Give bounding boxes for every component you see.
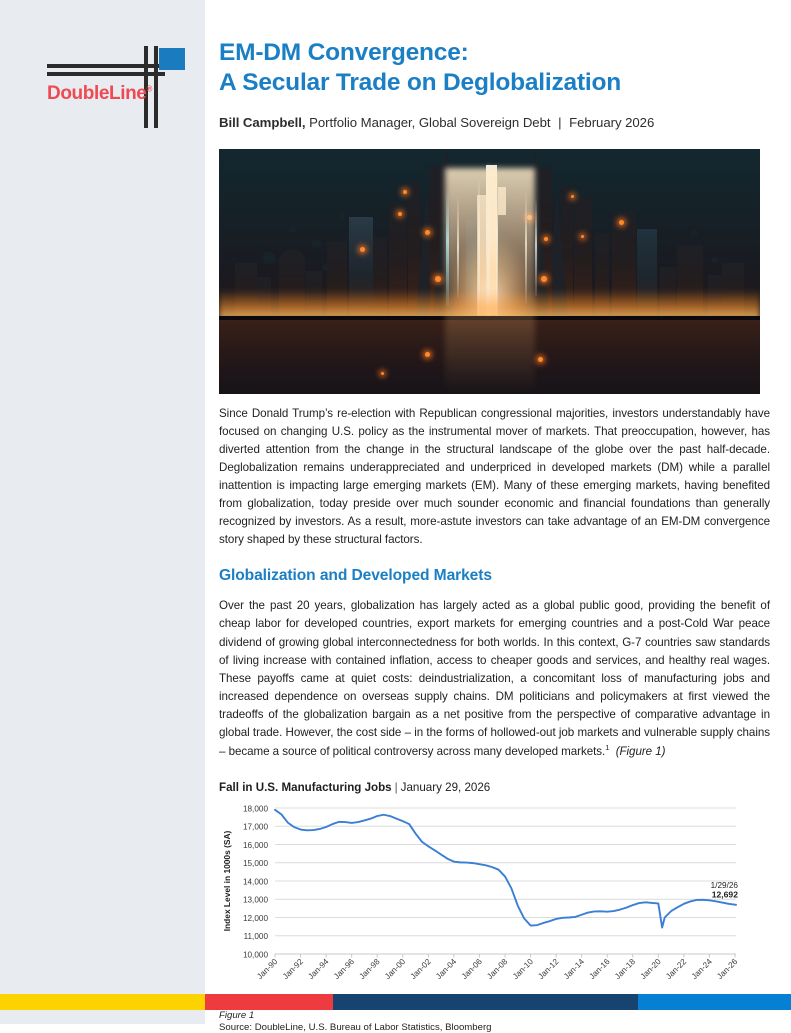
chart-x-tick-label: Jan-90 (255, 956, 280, 982)
logo-vertical-line-right (154, 46, 158, 128)
chart-x-tick-label: Jan-12 (536, 956, 561, 982)
chart-x-tick-label: Jan-92 (280, 956, 305, 982)
intro-paragraph: Since Donald Trump’s re-election with Republican congressional majorities, investors understandably have focused on changing U.S. policy as the instrumental mover of markets. That preoccupation, however, has diverted attention from the change in the structural landscape of the globe over the past half-decade. Deglobalization remains underappreciated and underpriced in developed markets (DM) while a parallel inattention is impacting large emerging markets (EM). Many of these emerging markets, having benefited from globalization, today preside over much sounder economic and financial foundations than generally recognized by investors. As a result, more-astute investors can take advantage of an EM-DM convergence story shaped by these structural factors. (219, 406, 770, 547)
chart-y-tick-label: 15,000 (242, 859, 268, 869)
page-title (219, 38, 770, 98)
footer-segment-red (205, 994, 333, 1010)
figure-caption: Figure 1 (219, 1009, 255, 1021)
chart-x-tick-label: Jan-98 (357, 956, 382, 982)
chart-y-tick-label: 17,000 (242, 822, 268, 832)
hero-debris-speck (289, 225, 297, 233)
chart-y-tick-label: 13,000 (242, 895, 268, 905)
page-title-line-1: EM-DM Convergence: (219, 39, 469, 66)
manufacturing-jobs-line-chart (219, 800, 760, 1000)
chart-title (219, 781, 770, 794)
footer-color-bar (0, 994, 791, 1010)
chart-x-tick-label: Jan-96 (332, 956, 357, 982)
chart-y-tick-label: 14,000 (242, 877, 268, 887)
chart-title-bold: Fall in U.S. Manufacturing Jobs (219, 780, 392, 794)
chart-x-tick-label: Jan-20 (638, 956, 663, 982)
logo-wordmark-text: DoubleLine (47, 83, 147, 104)
byline-separator: | (558, 114, 562, 130)
chart-x-tick-label: Jan-00 (383, 956, 408, 982)
chart-x-tick-label: Jan-06 (459, 956, 484, 982)
section-heading-globalization: Globalization and Developed Markets (219, 567, 492, 585)
chart-y-tick-label: 18,000 (242, 804, 268, 814)
chart-y-tick-label: 11,000 (243, 932, 268, 942)
figure-reference: (Figure 1) (615, 744, 666, 758)
chart-x-tick-label: Jan-14 (561, 956, 587, 982)
chart-y-tick-label: 10,000 (242, 950, 268, 960)
hero-debris-speck (690, 230, 698, 237)
logo-wordmark (47, 83, 152, 105)
main-content-column (219, 0, 770, 1033)
left-sidebar-panel (0, 0, 205, 1024)
chart-y-axis-title: Index Level in 1000s (SA) (222, 830, 232, 932)
chart-x-tick-label: Jan-10 (510, 956, 535, 982)
chart-x-tick-label: Jan-02 (408, 956, 433, 982)
byline-author: Bill Campbell, (219, 114, 306, 130)
hero-water-ember (425, 352, 430, 357)
chart-x-tick-label: Jan-24 (689, 956, 714, 982)
figure-source: Source: DoubleLine, U.S. Bureau of Labor Statistics, Bloomberg (219, 1021, 492, 1033)
logo-blue-square-icon (159, 48, 185, 70)
chart-x-tick-label: Jan-16 (587, 956, 612, 982)
chart-title-pipe: | (394, 780, 398, 794)
footer-segment-blue (638, 994, 791, 1010)
chart-line-series (275, 810, 736, 928)
hero-cyan-beam (535, 198, 537, 296)
chart-x-tick-label: Jan-08 (485, 956, 510, 982)
chart-x-tick-label: Jan-18 (613, 956, 638, 982)
byline-role: Portfolio Manager, Global Sovereign Debt (305, 114, 555, 130)
page-title-line-2: A Secular Trade on Deglobalization (219, 68, 622, 96)
registered-trademark-icon: ® (146, 84, 152, 94)
hero-ember (425, 230, 430, 235)
hero-debris-speck (262, 252, 276, 264)
hero-ember (541, 276, 547, 282)
chart-plot-area (219, 800, 760, 1000)
hero-water-reflection-glow (445, 168, 535, 393)
chart-x-tick-label: Jan-94 (306, 956, 331, 982)
chart-x-tick-label: Jan-04 (434, 956, 459, 982)
footer-segment-yellow (0, 994, 205, 1010)
hero-image-city-skyline (219, 149, 760, 394)
chart-title-date: January 29, 2026 (400, 780, 491, 794)
chart-x-tick-label: Jan-22 (664, 956, 689, 982)
chart-x-tick-label: Jan-26 (715, 956, 740, 982)
doubleline-logo (47, 38, 187, 128)
byline (219, 115, 770, 130)
chart-annotation-date: 1/29/26 (710, 880, 738, 890)
hero-debris-speck (711, 257, 718, 263)
byline-date: February 2026 (565, 114, 655, 130)
chart-y-tick-label: 12,000 (242, 913, 268, 923)
footer-segment-navy (333, 994, 638, 1010)
section-paragraph (219, 597, 770, 761)
hero-ember (360, 247, 365, 252)
chart-annotation-value: 12,692 (711, 889, 738, 900)
chart-y-tick-label: 16,000 (242, 840, 268, 850)
hero-ember (544, 237, 548, 241)
section-paragraph-text: Over the past 20 years, globalization has largely acted as a global public good, providing the benefit of cheap labor for developed countries, export markets for emerging countries and a post-Cold War peace dividend of growing global interconnectedness for both worlds. In this context, G-7 countries saw standards of living increase with contained inflation, access to cheaper goods and services, and healthy real wages. These payoffs came at quiet costs: deindustrialization, a concomitant loss of manufacturing jobs and increased dependence on overseas supply chains. DM politicians and policymakers at first viewed the tradeoffs of the globalization bargain as a net positive from the perspective of comparative advantage in global trade. However, the cost side – in the forms of hollowed-out job markets and vulnerable supply chains – became a source of political controversy across many developed markets. (219, 599, 770, 758)
footnote-marker[interactable]: 1 (605, 743, 610, 752)
